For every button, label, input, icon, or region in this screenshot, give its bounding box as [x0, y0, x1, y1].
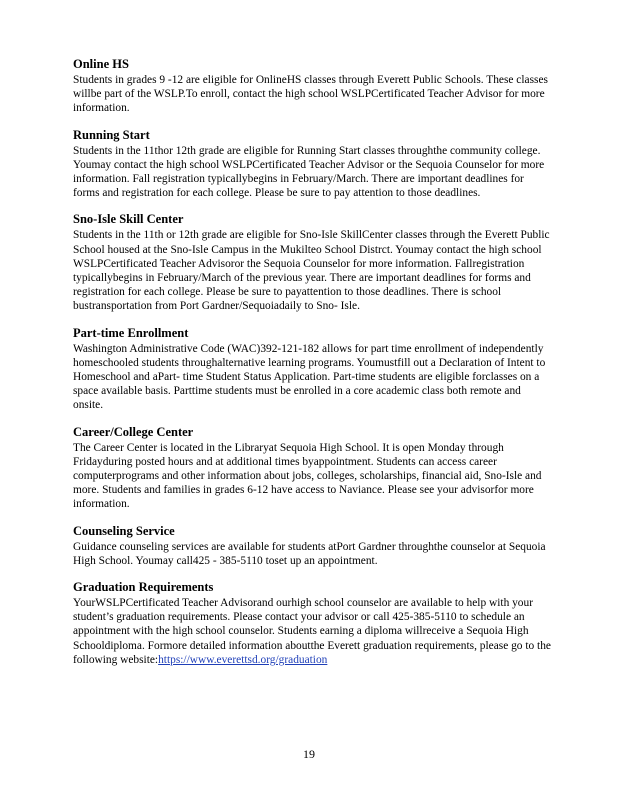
- section-body: [73, 596, 551, 667]
- section-counseling-service: [73, 523, 551, 568]
- section-online-hs: [73, 56, 551, 116]
- section-body: Students in the 11thor 12th grade are eligible for Running Start classes throughthe community college. Youmay contact the high school WSLPCertificated Teacher Advisor or the Sequoia Counselor for more information. Fall registration typicallybegins in February/March. There are important deadlines for forms and registration for each college. Please be sure to pay attention to those deadlines.: [73, 144, 545, 200]
- section-graduation-requirements: [73, 579, 551, 667]
- section-heading: Part-time Enrollment: [73, 325, 189, 340]
- section-heading: Career/College Center: [73, 424, 194, 439]
- graduation-website-link[interactable]: https://www.everettsd.org/graduation: [158, 653, 328, 666]
- section-body: The Career Center is located in the Libraryat Sequoia High School. It is open Monday through Fridayduring posted hours and at additional times byappointment. Students can access career computerprograms and other information about jobs, colleges, scholarships, financial aid, Sno-Isle and more. Students and families in grades 6-12 have access to Naviance. Please see your advisorfor more information.: [73, 441, 542, 511]
- section-part-time-enrollment: [73, 325, 551, 413]
- page-content: [73, 56, 551, 678]
- section-heading: Online HS: [73, 57, 129, 71]
- section-body: Students in grades 9 -12 are eligible for OnlineHS classes through Everett Public Schools. These classes willbe part of the WSLP.To enroll, contact the high school WSLPCertificated Teacher Advisor for more information.: [73, 74, 548, 115]
- section-heading: Counseling Service: [73, 523, 175, 538]
- section-heading: Sno-Isle Skill Center: [73, 212, 184, 227]
- section-body: Students in the 11th or 12th grade are eligible for Sno-Isle SkillCenter classes through the Everett Public School housed at the Sno-Isle Campus in the Mukilteo School Distrct. Youmay contact the high school WSLPCertificated Teacher Advisoror the Sequoia Counselor for more information. Fallregistration typicallybegins in February/March of the previous year. There are important deadlines for forms and registration for each college. Please be sure to payattention to those deadlines. There is school bustransportation from Port Gardner/Sequoiadaily to Sno- Isle.: [73, 229, 550, 313]
- section-body: Washington Administrative Code (WAC)392-121-182 allows for part time enrollment of independently homeschooled students throughalternative learning programs. Youmustfill out a Declaration of Intent to Homeschool and aPart- time Student Status Application. Part-time students are eligible forclasses on a space available basis. Parttime students must be enrolled in a core academic class both remote and onsite.: [73, 342, 546, 412]
- section-heading: Graduation Requirements: [73, 580, 214, 595]
- page-number: 19: [303, 747, 315, 761]
- section-sno-isle-skill-center: [73, 211, 551, 313]
- section-career-college-center: [73, 424, 551, 512]
- section-heading: Running Start: [73, 127, 150, 142]
- section-body: Guidance counseling services are available for students atPort Gardner throughthe counselor at Sequoia High School. Youmay call425 - 385-5110 toset up an appointment.: [73, 540, 546, 567]
- graduation-body-text: YourWSLPCertificated Teacher Advisorand ourhigh school counselor are available to help with your student’s graduation requirements. Please contact your advisor or call 425-385-5110 to schedule an appointment with the high school counselor. Students earning a diploma willreceive a Sequoia High Schooldiploma. Formore detailed information aboutthe Everett graduation requirements, please go to the following website:: [73, 597, 551, 666]
- section-running-start: [73, 127, 551, 201]
